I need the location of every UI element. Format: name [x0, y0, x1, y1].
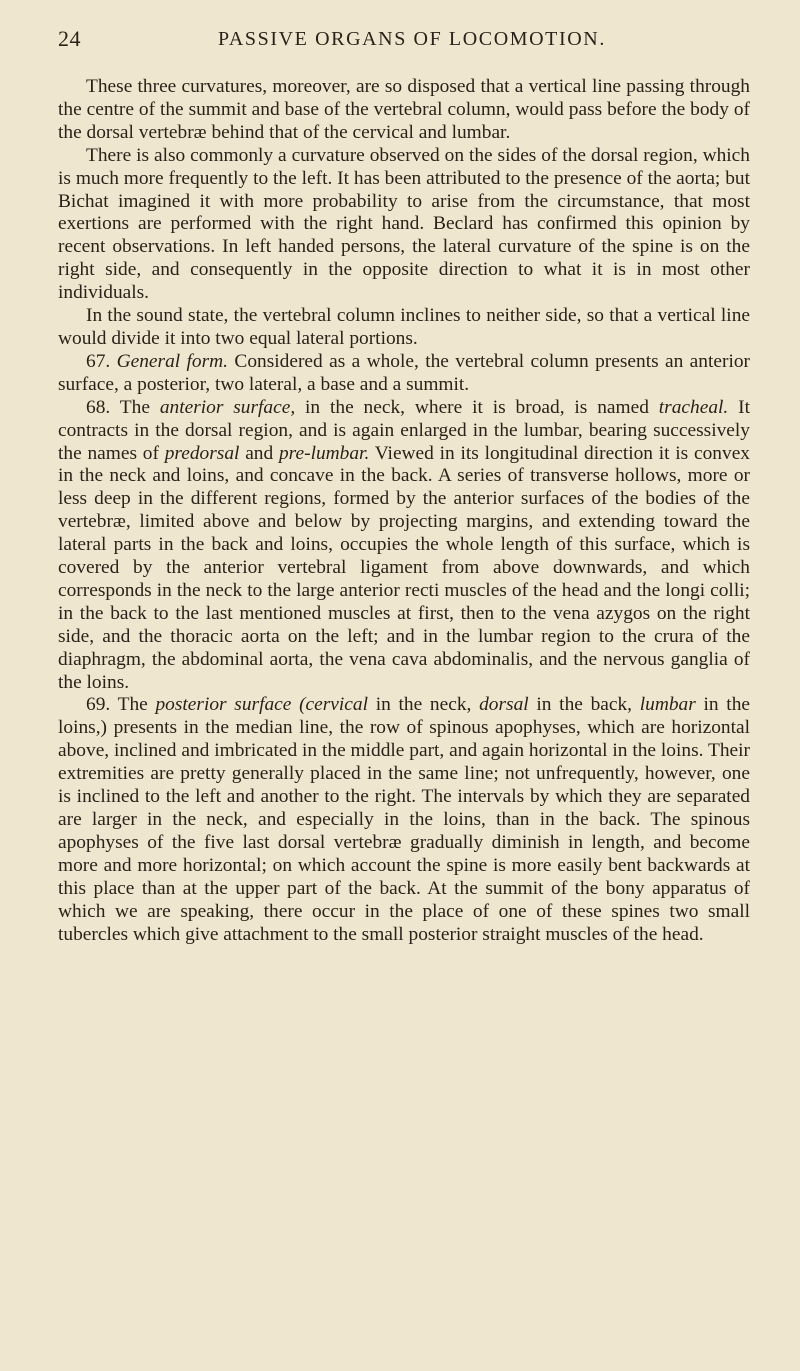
paragraph-text: It contracts in the dorsal region, and is again enlarged in the lumbar, bearing successively the names of — [58, 396, 750, 464]
paragraph-text: Considered as a whole, the vertebral column presents an anterior surface, a posterior, two lateral, a base and a summit. — [58, 350, 750, 395]
paragraph-text: in the back, — [536, 694, 633, 716]
paragraph-text: in the neck, — [375, 694, 472, 716]
paragraph-69-posterior-surface — [58, 694, 750, 946]
term-tracheal: tracheal. — [658, 396, 729, 418]
running-head — [58, 26, 750, 62]
paragraph-text: Viewed in its longitudinal direction it is convex in the neck and loins, and concave in the back. A series of transverse hollows, more or less deep in the different regions, formed by the anterior surfaces of the bodies of the vertebræ, limited above and below by projecting margins, and extending toward the lateral parts in the back and loins, occupies the whole length of this surface, which is covered by the anterior vertebral ligament from above downwards, and which corresponds in the neck to the large anterior recti muscles of the head and the longi colli; in the back to the last mentioned muscles at first, then to the vena azygos on the right side, and the thoracic aorta on the left; and in the lumbar region to the crura of the diaphragm, the abdominal aorta, the vena cava abdominalis, and the nervous ganglia of the loins. — [58, 442, 750, 693]
page-number: 24 — [58, 26, 81, 51]
section-number: 69. — [86, 694, 111, 716]
body-text — [58, 76, 750, 946]
paragraph-text: There is also commonly a curvature observed on the sides of the dorsal region, which is much more frequently to the left. It has been attributed to the presence of the aorta; but Bichat imagined it with more probability to arise from the circumstance, that most exertions are performed with the right hand. Beclard has confirmed this opinion by recent observations. In left handed persons, the lateral curvature of the spine is on the right side, and consequently in the opposite direction to what it is in most other individuals. — [58, 144, 750, 304]
paragraph-67-general-form — [58, 351, 750, 397]
paragraph-vertical-line — [58, 76, 750, 145]
section-number: 68. — [86, 396, 111, 418]
term-predorsal: predorsal — [164, 442, 240, 464]
paragraph-text: The — [119, 396, 150, 418]
paragraph-lateral-curvature — [58, 145, 750, 305]
term-lumbar: lumbar — [639, 694, 696, 716]
term-anterior-surface: anterior surface, — [159, 396, 296, 418]
term-prelumbar: pre-lumbar. — [278, 442, 370, 464]
running-title: PASSIVE ORGANS OF LOCOMOTION. — [218, 28, 606, 50]
term-dorsal: dorsal — [479, 694, 529, 716]
paragraph-text: in the neck, where it is broad, is named — [305, 396, 649, 418]
term-posterior-surface: posterior surface (cervical — [155, 694, 368, 716]
section-heading: General form. — [116, 350, 229, 372]
paragraph-text: The — [117, 694, 148, 716]
paragraph-sound-state — [58, 305, 750, 351]
section-number: 67. — [86, 350, 111, 372]
paragraph-text: These three curvatures, moreover, are so disposed that a vertical line passing through the centre of the summit and base of the vertebral column, would pass before the body of the dorsal vertebræ behind that of the cervical and lumbar. — [58, 76, 750, 143]
paragraph-text: and — [245, 442, 274, 464]
paragraph-68-anterior-surface — [58, 397, 750, 695]
paragraph-text: in the loins,) presents in the median line, the row of spinous apophyses, which are horizontal above, inclined and imbricated in the middle part, and again horizontal in the loins. Their extremities are pretty generally placed in the same line; not unfrequently, however, one is inclined to the left and another to the right. The intervals by which they are separated are larger in the neck, and especially in the loins, than in the back. The spinous apophyses of the five last dorsal vertebræ gradually diminish in length, and become more and more horizontal; on which account the spine is more easily bent backwards at this place than at the upper part of the back. At the summit of the bony apparatus of which we are speaking, there occur in the place of one of these spines two small tubercles which give attachment to the small posterior straight muscles of the head. — [58, 694, 750, 945]
paragraph-text: In the sound state, the vertebral column inclines to neither side, so that a vertical line would divide it into two equal lateral portions. — [58, 305, 750, 349]
